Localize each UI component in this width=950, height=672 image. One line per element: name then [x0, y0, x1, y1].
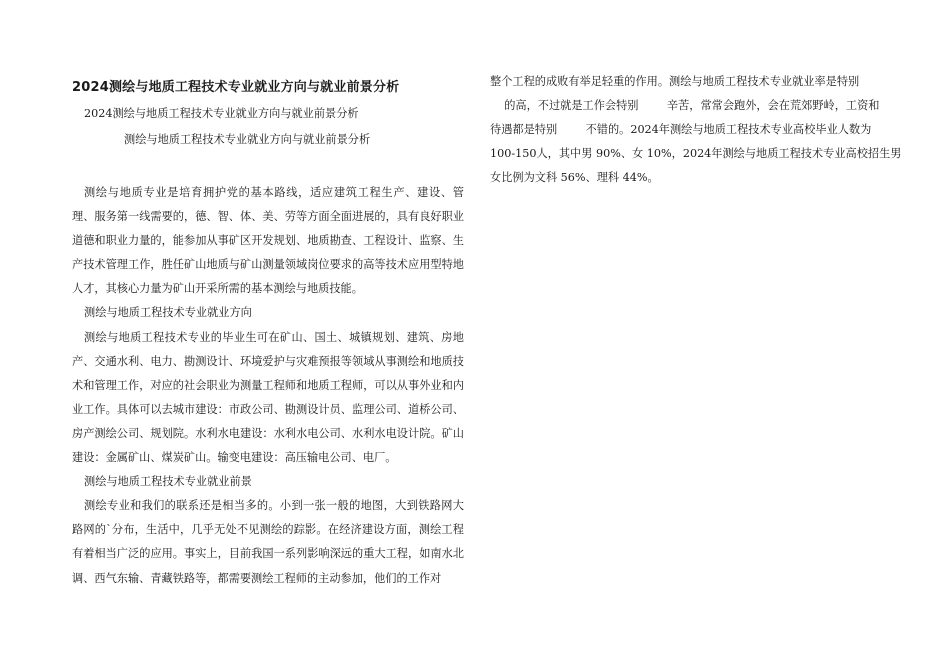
document-title: 2024测绘与地质工程技术专业就业方向与就业前景分析	[72, 80, 400, 95]
right-column	[490, 70, 902, 190]
right-line: 100-150人，其中男 90%、女 10%，2024年测绘与地质工程技术专业高校招生男	[490, 147, 902, 161]
right-line: 整个工程的成败有举足轻重的作用。测绘与地质工程技术专业就业率是特别	[490, 75, 860, 88]
section-heading-direction: 测绘与地质工程技术专业就业方向	[84, 306, 252, 320]
left-column	[72, 70, 464, 591]
paragraph-intro: 测绘与地质专业是培育拥护党的基本路线，适应建筑工程生产、建设、管理、服务第一线需要的，德、智、体、美、劳等方面全面进展的，具有良好职业道德和职业力量的，能参加从事矿区开发规划、地质勘查、工程设计、监察、生产技术管理工作，胜任矿山地质与矿山测量领域岗位要求的高等技术应用型特地人才，其核心力量为矿山开采所需的基本测绘与地质技能。	[72, 186, 464, 296]
paragraph-direction: 测绘与地质工程技术专业的毕业生可在矿山、国土、城镇规划、建筑、房地产、交通水利、电力、勘测设计、环境爱护与灾难预报等领域从事测绘和地质技术和管理工作，对应的社会职业为测量工程师和地质工程师，可以从事外业和内业工作。具体可以去城市建设：市政公司、勘测设计员、监理公司、道桥公司、房产测绘公司、规划院。水利水电建设：水利水电公司、水利水电设计院。矿山建设：金属矿山、煤炭矿山。输变电建设：高压输电公司、电厂。	[72, 330, 464, 465]
right-line: 的高，不过就是工作会特别 辛苦，常常会跑外，会在荒郊野岭，工资和	[490, 99, 880, 113]
subtitle-1: 2024测绘与地质工程技术专业就业方向与就业前景分析	[84, 107, 359, 120]
section-heading-prospect: 测绘与地质工程技术专业就业前景	[84, 475, 252, 489]
subtitle-2: 测绘与地质工程技术专业就业方向与就业前景分析	[124, 133, 371, 146]
spacer	[72, 147, 464, 181]
right-line: 女比例为文科 56%、理科 44%。	[490, 171, 659, 185]
right-line: 待遇都是特别 不错的。2024年测绘与地质工程技术专业高校毕业人数为	[490, 123, 872, 137]
paragraph-prospect: 测绘专业和我们的联系还是相当多的。小到一张一般的地图，大到铁路网大路网的`分布，生活中，几乎无处不见测绘的踪影。在经济建设方面，测绘工程有着相当广泛的应用。事实上，目前我国一系列影响深远的重大工程，如南水北调、西气东输、青藏铁路等，都需要测绘工程师的主动参加，他们的工作对	[72, 499, 464, 585]
